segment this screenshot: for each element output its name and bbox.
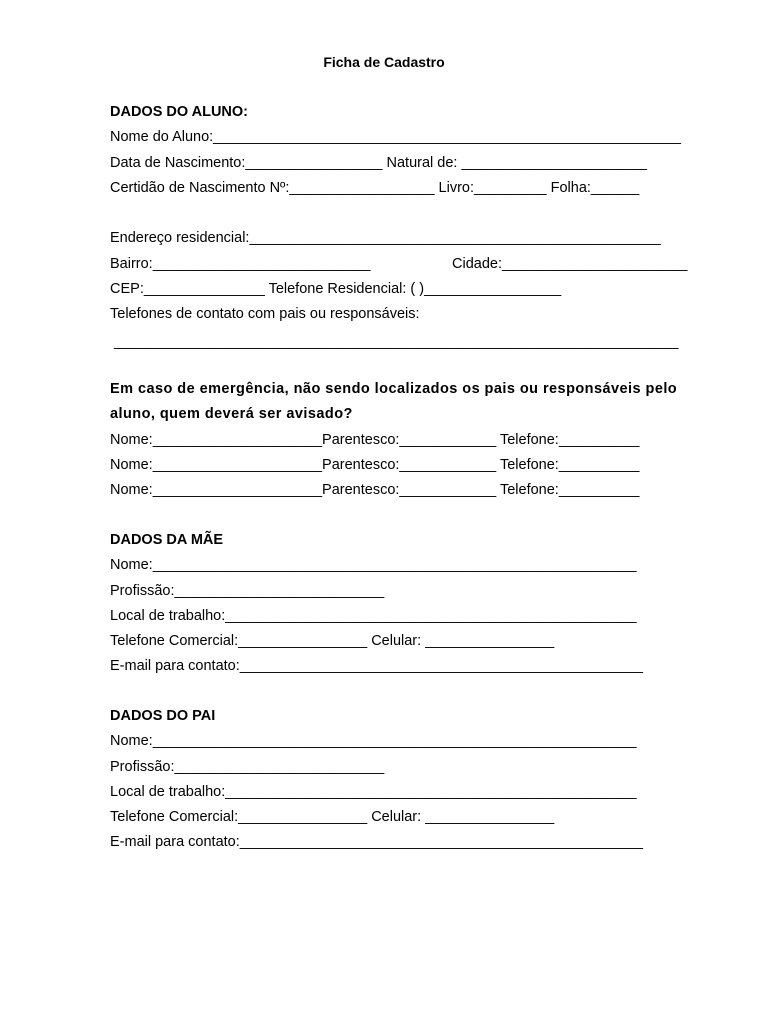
emergency-contact-row: Nome:_____________________Parentesco:____________ Telefone:__________: [110, 456, 640, 473]
field-birth-certificate: Certidão de Nascimento Nº:__________________ Livro:_________ Folha:______: [110, 179, 640, 196]
field-contact-phones-line: ______________________________________________________________________: [114, 333, 679, 350]
emergency-contact-row: Nome:_____________________Parentesco:____________ Telefone:__________: [110, 431, 640, 448]
field-mother-workplace: Local de trabalho:___________________________________________________: [110, 607, 637, 624]
section-emergency: [110, 377, 710, 503]
field-address: Endereço residencial:___________________________________________________: [110, 230, 661, 247]
field-father-profession: Profissão:__________________________: [110, 758, 385, 775]
field-neighborhood-row: [110, 252, 710, 277]
field-neighborhood: Bairro:___________________________: [110, 255, 371, 272]
section-heading-mother: DADOS DA MÃE: [110, 532, 224, 548]
field-father-workplace: Local de trabalho:___________________________________________________: [110, 783, 637, 800]
section-mother: [110, 528, 710, 680]
field-contact-phones-label: Telefones de contato com pais ou responsáveis:: [110, 306, 420, 323]
field-mother-name: Nome:____________________________________________________________: [110, 557, 637, 574]
field-student-name: Nome do Aluno:__________________________________________________________: [110, 129, 681, 146]
section-heading-father: DADOS DO PAI: [110, 708, 216, 724]
emergency-question-line1: Em caso de emergência, não sendo localizados os pais ou responsáveis pelo: [110, 381, 678, 397]
field-birth-date: Data de Nascimento:_________________ Natural de: _______________________: [110, 154, 647, 171]
field-father-phones: Telefone Comercial:________________ Celular: ________________: [110, 809, 555, 826]
form-title: Ficha de Cadastro: [323, 54, 445, 70]
field-mother-phones: Telefone Comercial:________________ Celular: ________________: [110, 633, 555, 650]
field-mother-email: E-mail para contato:__________________________________________________: [110, 658, 643, 675]
field-cep-phone: CEP:_______________ Telefone Residencial: ( )_________________: [110, 281, 562, 298]
field-father-email: E-mail para contato:__________________________________________________: [110, 834, 643, 851]
emergency-question-line2: aluno, quem deverá ser avisado?: [110, 406, 353, 423]
field-city: Cidade:_______________________: [452, 255, 688, 272]
section-student: [110, 100, 710, 355]
field-mother-profession: Profissão:__________________________: [110, 582, 385, 599]
field-father-name: Nome:____________________________________________________________: [110, 733, 637, 750]
section-heading-student: DADOS DO ALUNO:: [110, 104, 249, 120]
section-father: [110, 704, 710, 856]
emergency-contact-row: Nome:_____________________Parentesco:____________ Telefone:__________: [110, 482, 640, 499]
